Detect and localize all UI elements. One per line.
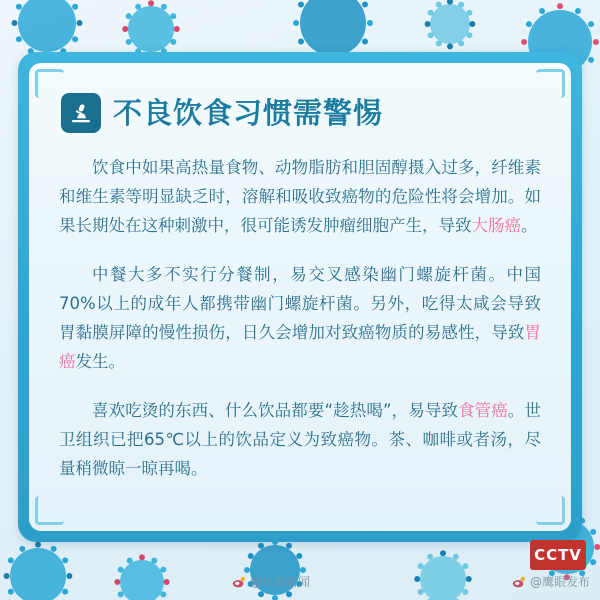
watermark-right-label: @鹰眼发布 xyxy=(529,575,590,589)
highlight-term: 食管癌 xyxy=(458,401,508,420)
corner-ornament-top-right xyxy=(536,69,565,98)
watermark-center xyxy=(232,573,310,590)
corner-ornament-bottom-left xyxy=(35,496,64,525)
paragraph-run: 。 xyxy=(521,216,538,235)
cctv-logo: CCTV xyxy=(530,540,586,570)
paragraph xyxy=(59,396,541,483)
watermark-right xyxy=(512,573,590,590)
article-body xyxy=(59,153,541,483)
paragraph-run: 发生。 xyxy=(75,352,125,371)
paragraph-run: 中餐大多不实行分餐制，易交叉感染幽门螺旋杆菌。中国70%以上的成年人都携带幽门螺旋杆菌。另外，吃得太咸会导致胃黏膜屏障的慢性损伤，日久会增加对致癌物质的易感性，导致 xyxy=(59,265,541,342)
content-card-inner xyxy=(29,63,571,531)
corner-ornament-top-left xyxy=(35,69,64,98)
highlight-term: 大肠癌 xyxy=(471,216,521,235)
corner-ornament-bottom-right xyxy=(536,496,565,525)
section-heading xyxy=(61,93,541,133)
page-title: 不良饮食习惯需警惕 xyxy=(113,95,384,130)
highlight-term: 胃癌 xyxy=(59,323,541,371)
paragraph xyxy=(59,153,541,240)
weibo-icon xyxy=(232,575,246,589)
paragraph xyxy=(59,260,541,376)
virus-particle xyxy=(18,0,76,52)
virus-particle xyxy=(120,560,164,600)
virus-particle xyxy=(300,0,366,56)
paragraph-run: 喜欢吃烫的东西、什么饮品都要“趁热喝”，易导致 xyxy=(92,401,459,420)
virus-particle xyxy=(430,4,470,44)
microscope-icon xyxy=(61,93,101,133)
paragraph-run: 。世卫组织已把65℃以上的饮品定义为致癌物。茶、咖啡或者汤，尽量稍微晾一晾再喝。 xyxy=(59,401,541,478)
virus-particle xyxy=(420,556,466,600)
paragraph-run: 饮食中如果高热量食物、动物脂肪和胆固醇摄入过多，纤维素和维生素等明显缺乏时，溶解和吸收致癌物的危险性将会增加。如果长期处在这种刺激中，很可能诱发肿瘤细胞产生，导致 xyxy=(59,158,541,235)
virus-particle xyxy=(10,548,66,600)
content-card xyxy=(18,52,582,542)
weibo-icon xyxy=(512,575,526,589)
virus-particle xyxy=(128,6,174,52)
watermark-center-label: @央视新闻 xyxy=(250,575,311,589)
